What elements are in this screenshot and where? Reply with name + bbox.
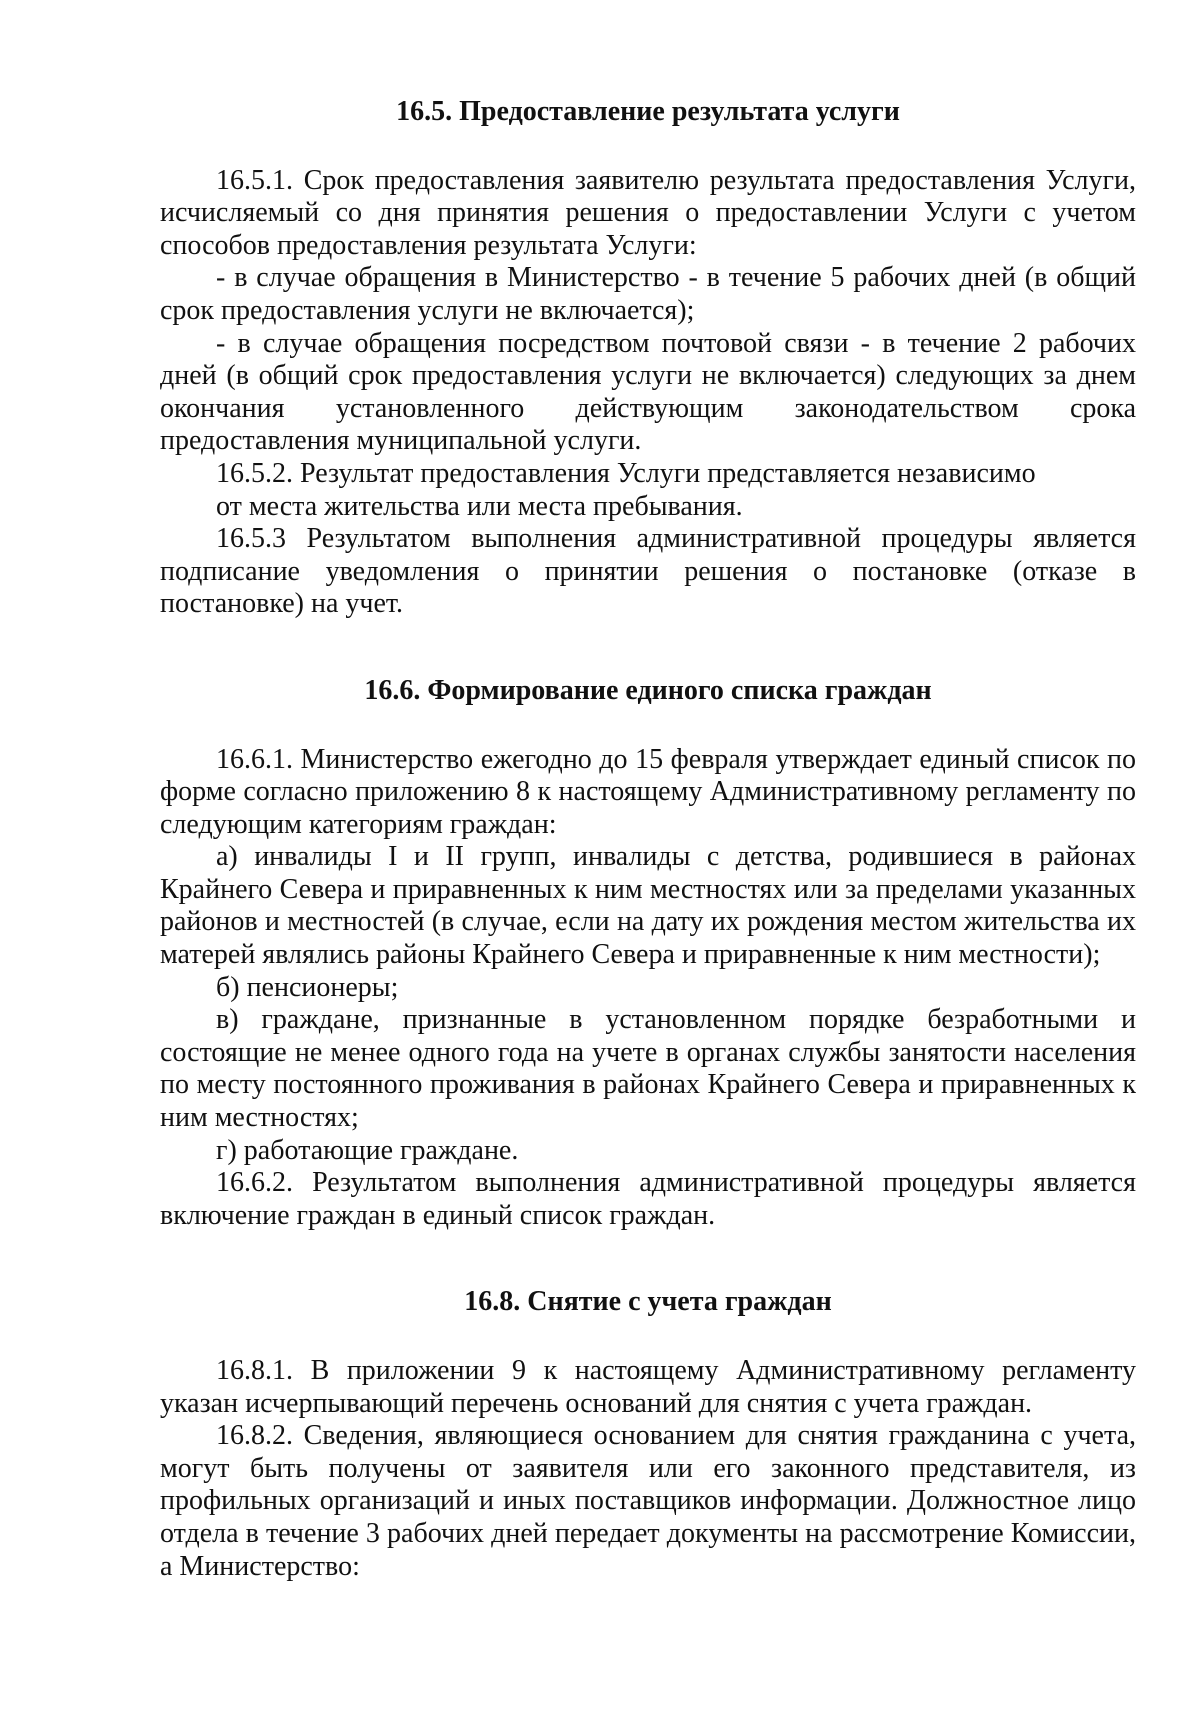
- list-item: б) пенсионеры;: [216, 971, 399, 1003]
- section-16-8: [160, 1286, 1136, 1583]
- section-heading: 16.8. Снятие с учета граждан: [464, 1286, 832, 1318]
- paragraph: 16.5.1. Срок предоставления заявителю результата предоставления Услуги, исчисляемый со дня принятия решения о предоставлении Услуги с учетом способов предоставления результата Услуги:: [160, 164, 1136, 261]
- section-heading: 16.5. Предоставление результата услуги: [396, 96, 900, 127]
- list-item: г) работающие граждане.: [216, 1134, 519, 1166]
- paragraph: - в случае обращения посредством почтовой связи - в течение 2 рабочих дней (в общий срок предоставления услуги не включается) следующих за днем окончания установленного действующим законодательством срока предоставления муниципальной услуги.: [160, 327, 1136, 457]
- list-item: а) инвалиды I и II групп, инвалиды с детства, родившиеся в районах Крайнего Севера и приравненных к ним местностях или за пределами указанных районов и местностей (в случае, если на дату их рождения местом жительства их матерей являлись районы Крайнего Севера и приравненные к ним местности);: [160, 841, 1136, 971]
- document-body: [160, 96, 1136, 1583]
- list-item: в) граждане, признанные в установленном порядке безработными и состоящие не менее одного года на учете в органах службы занятости населения по месту постоянного проживания в районах Крайнего Севера и приравненных к ним местностях;: [160, 1004, 1136, 1134]
- paragraph: - в случае обращения в Министерство - в течение 5 рабочих дней (в общий срок предоставления услуги не включается);: [160, 262, 1136, 326]
- paragraph: 16.8.1. В приложении 9 к настоящему Административному регламенту указан исчерпывающий перечень оснований для снятия с учета граждан.: [160, 1355, 1136, 1419]
- section-heading: 16.6. Формирование единого списка граждан: [364, 674, 932, 706]
- paragraph: 16.6.1. Министерство ежегодно до 15 февраля утверждает единый список по форме согласно приложению 8 к настоящему Административному регламенту по следующим категориям граждан:: [160, 743, 1136, 840]
- paragraph: от места жительства или места пребывания.: [216, 490, 743, 522]
- paragraph: 16.5.3 Результатом выполнения административной процедуры является подписание уведомления о принятии решения о постановке (отказе в постановке) на учет.: [160, 523, 1136, 620]
- paragraph: 16.6.2. Результатом выполнения административной процедуры является включение граждан в единый список граждан.: [160, 1167, 1136, 1231]
- section-16-5: [160, 96, 1136, 621]
- section-16-6: [160, 675, 1136, 1233]
- paragraph: 16.5.2. Результат предоставления Услуги представляется независимо: [216, 457, 1036, 489]
- paragraph: 16.8.2. Сведения, являющиеся основанием для снятия гражданина с учета, могут быть получены от заявителя или его законного представителя, из профильных организаций и иных поставщиков информации. Должностное лицо отдела в течение 3 рабочих дней передает документы на рассмотрение Комиссии, а Министерство:: [160, 1420, 1136, 1582]
